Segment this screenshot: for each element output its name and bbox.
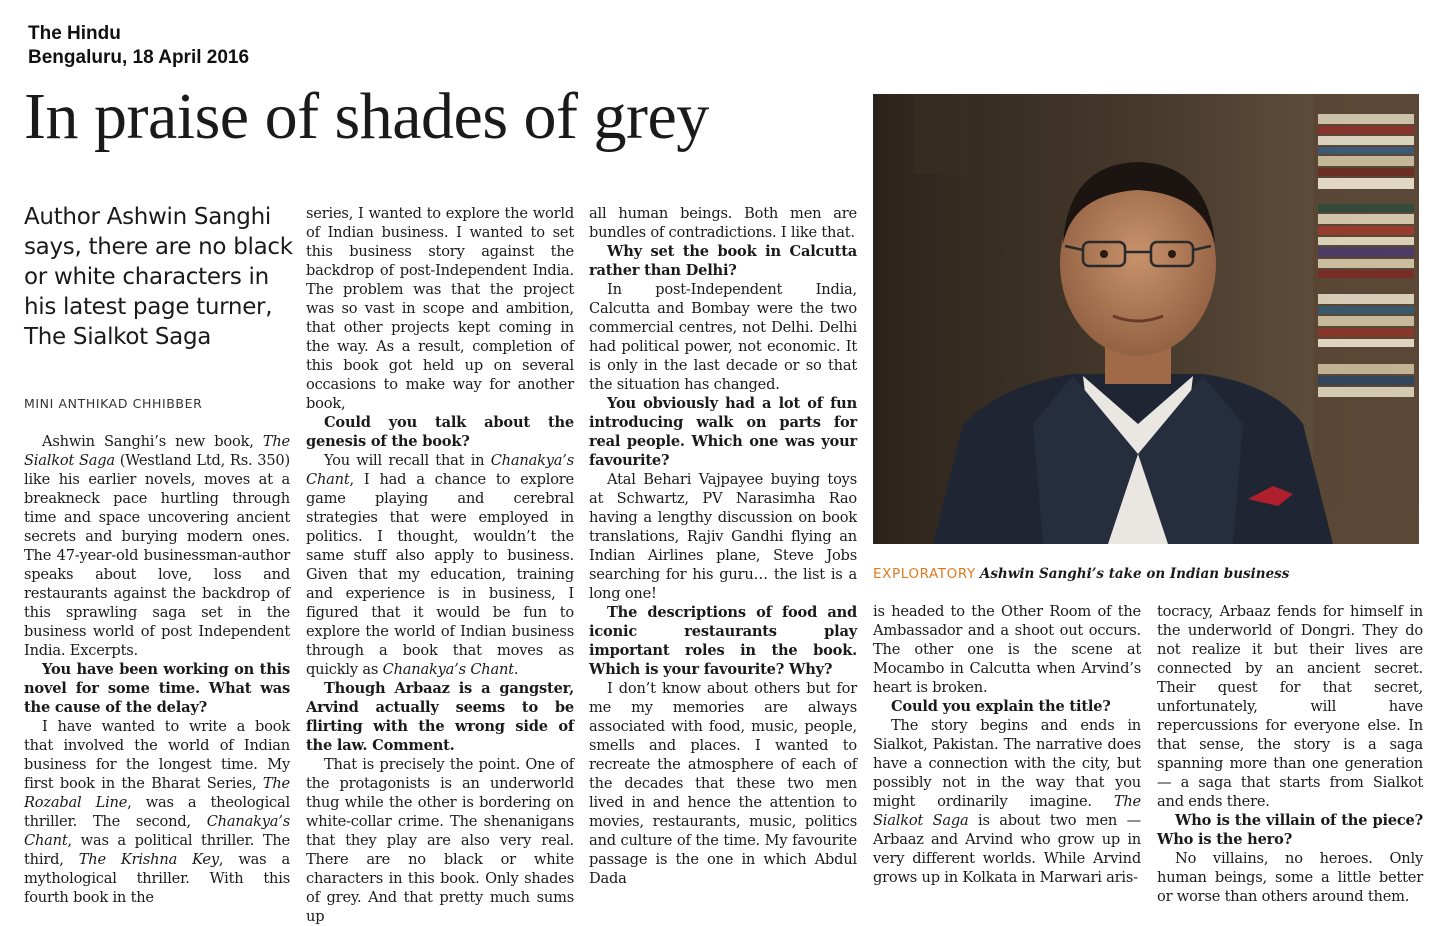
answer-3: That is precisely the point. One of the protagonists is an underworld thug while the other is bordering on white-collar crime. The shenanigans that they play are also very real. There are no black or white characters in this book. Only shades of grey. And that pretty much sums up — [306, 756, 574, 925]
answer-2: You will recall that in Chanakya’s Chant, I had a chance to explore game playing and cerebral strategies that were employed in politics. I thought, wouldn’t the same stuff also apply to business. Given that my education, training and experience is in business, I figured that it would be fun to explore the world of Indian business through a book that moves as quickly as Chanakya’s Chant. — [306, 452, 574, 678]
intro-paragraph: Ashwin Sanghi’s new book, The Sialkot Saga (Westland Ltd, Rs. 350) like his earlier novels, moves at a breakneck pace hurtling through time and space uncovering ancient secrets and burying modern ones. The 47-year-old businessman-author speaks about love, loss and restaurants against the backdrop of this sprawling saga set in the business world of post Independent India. Excerpts. — [24, 433, 291, 659]
caption-label: EXPLORATORY — [873, 566, 976, 582]
byline: MINI ANTHIKAD CHHIBBER — [24, 396, 203, 411]
answer-4: In post-Independent India, Calcutta and Bombay were the two commercial centres, not Delhi. Delhi had political power, not economic. It is only in the last decade or so that the situation has changed. — [589, 281, 857, 393]
answer-7: The story begins and ends in Sialkot, Pakistan. The narrative does have a connection with the city, but possibly not in the way that you might ordinarily imagine. The Sialkot Saga is about two men — Arbaaz and Arvind who grow up in very different worlds. While Arvind grows up in Kolkata in Marwari aris- — [873, 717, 1141, 886]
article-column-4 — [873, 602, 1141, 892]
question-5: You obviously had a lot of fun introducing walk on parts for real people. Which one was your favourite? — [589, 395, 857, 469]
answer-1: I have wanted to write a book that involved the world of Indian business for the longest time. My first book in the Bharat Series, The Rozabal Line, was a theological thriller. The second, Chanakya’s Chant, was a political thriller. The third, The Krishna Key, was a mythological thriller. With this fourth book in the — [24, 718, 290, 906]
question-6: The descriptions of food and iconic restaurants play important roles in the book. Which is your favourite? Why? — [589, 604, 857, 678]
question-7: Could you explain the title? — [891, 698, 1111, 715]
author-photo — [873, 94, 1419, 544]
bookshelf — [1313, 94, 1419, 544]
answer-6: I don’t know about others but for me my memories are always associated with food, music, people, smells and places. I wanted to recreate the atmosphere of each of the decades that these two men lived in and hence the attention to movies, restaurants, music, politics and culture of the time. My favourite passage is the one in which Abdul Dada — [589, 680, 857, 887]
question-1: You have been working on this novel for some time. What was the cause of the delay? — [24, 661, 290, 716]
question-4: Why set the book in Calcutta rather than Delhi? — [589, 243, 857, 279]
question-2: Could you talk about the genesis of the book? — [306, 414, 574, 450]
article-column-3 — [589, 204, 857, 892]
answer-8: No villains, no heroes. Only human beings, some a little better or worse than others around them. — [1157, 850, 1423, 905]
answer-3-continued: all human beings. Both men are bundles of contradictions. I like that. — [589, 205, 857, 241]
publication-name: The Hindu — [28, 23, 121, 44]
standfirst: Author Ashwin Sanghi says, there are no black or white characters in his latest page turner, The Sialkot Saga — [24, 204, 293, 350]
question-8: Who is the villain of the piece? Who is the hero? — [1157, 812, 1423, 848]
answer-6-continued: is headed to the Other Room of the Ambassador and a shoot out occurs. The other one is the scene at Mocambo in Calcutta when Arvind’s heart is broken. — [873, 603, 1141, 696]
article-column-2 — [306, 204, 574, 925]
caption-text: Ashwin Sanghi’s take on Indian business — [979, 566, 1290, 582]
edition-date: Bengaluru, 18 April 2016 — [28, 47, 250, 68]
answer-7-continued: tocracy, Arbaaz fends for himself in the underworld of Dongri. They do not realize it but their lives are connected by an ancient secret. Their quest for that secret, unfortunately, will have repercussions for everyone else. In that sense, the story is a saga spanning more than one generation — a saga that starts from Sialkot and ends there. — [1157, 603, 1423, 810]
photo-caption — [873, 565, 1433, 584]
source-header — [28, 22, 249, 70]
article-column-5 — [1157, 602, 1423, 905]
headline: In praise of shades of grey — [24, 80, 709, 153]
answer-5: Atal Behari Vajpayee buying toys at Schwartz, PV Narasimha Rao having a lengthy discussion on book translations, Rajiv Gandhi flying an Indian Airlines plane, Steve Jobs searching for his guru… the list is a long one! — [589, 471, 857, 602]
answer-1-continued: series, I wanted to explore the world of Indian business. I wanted to set this business story against the backdrop of post-Independent India. The problem was that the project was so vast in scope and ambition, that other projects kept coming in the way. As a result, completion of this book got held up on several occasions to make way for another book, — [306, 205, 574, 412]
article-column-1 — [24, 432, 291, 906]
question-3: Though Arbaaz is a gangster, Arvind actually seems to be flirting with the wrong side of the law. Comment. — [306, 680, 574, 754]
author-portrait-illustration — [873, 94, 1419, 544]
